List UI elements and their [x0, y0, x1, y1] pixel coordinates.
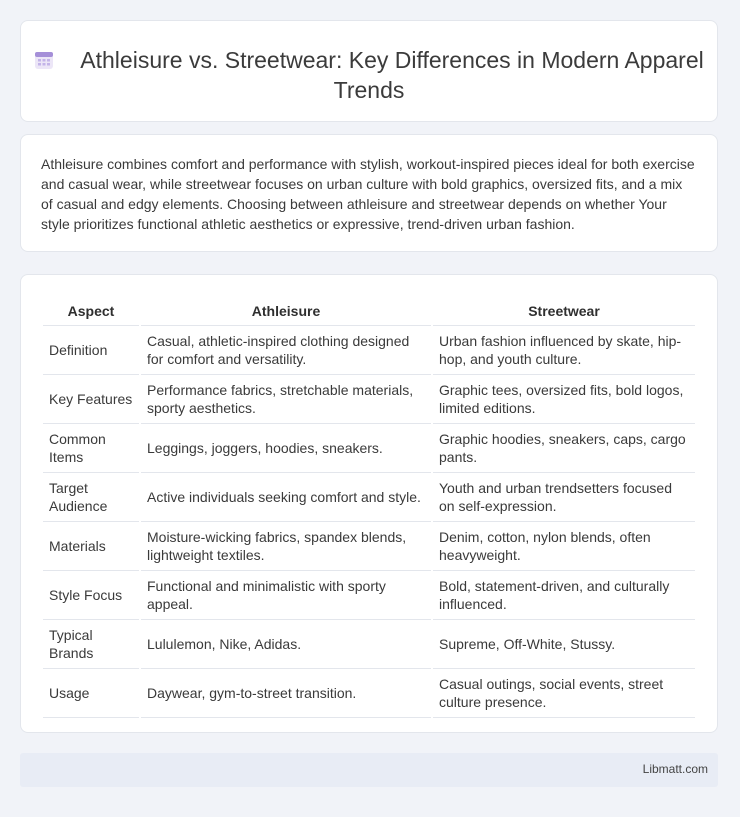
- athleisure-cell: Moisture-wicking fabrics, spandex blends, lightweight textiles.: [141, 522, 431, 571]
- intro-card: [20, 134, 718, 252]
- aspect-cell: Usage: [43, 669, 139, 718]
- header-card: [20, 20, 718, 122]
- calendar-icon: [34, 47, 54, 67]
- table-row: [43, 669, 695, 718]
- aspect-cell: Key Features: [43, 375, 139, 424]
- table-row: [43, 473, 695, 522]
- streetwear-cell: Graphic hoodies, sneakers, caps, cargo pants.: [433, 424, 695, 473]
- athleisure-cell: Functional and minimalistic with sporty appeal.: [141, 571, 431, 620]
- aspect-cell: Definition: [43, 326, 139, 375]
- footer-site-link[interactable]: Libmatt.com: [642, 762, 708, 776]
- page-title-wrap: [21, 45, 717, 105]
- table-row: [43, 620, 695, 669]
- comparison-table: [41, 295, 697, 718]
- streetwear-cell: Casual outings, social events, street culture presence.: [433, 669, 695, 718]
- table-row: [43, 522, 695, 571]
- table-row: [43, 424, 695, 473]
- athleisure-cell: Active individuals seeking comfort and style.: [141, 473, 431, 522]
- athleisure-cell: Performance fabrics, stretchable materials, sporty aesthetics.: [141, 375, 431, 424]
- streetwear-cell: Supreme, Off-White, Stussy.: [433, 620, 695, 669]
- streetwear-cell: Youth and urban trendsetters focused on self-expression.: [433, 473, 695, 522]
- page-title: Athleisure vs. Streetwear: Key Differences in Modern Apparel Trends: [80, 47, 704, 103]
- athleisure-cell: Daywear, gym-to-street transition.: [141, 669, 431, 718]
- intro-text: Athleisure combines comfort and performance with stylish, workout-inspired pieces ideal for both exercise and casual wear, while streetwear focuses on urban culture with bold graphics, oversized fits, and a mix of casual and edgy elements. Choosing between athleisure and streetwear depends on whether Your style prioritizes functional athletic aesthetics or expressive, trend-driven urban fashion.: [41, 156, 695, 232]
- athleisure-cell: Casual, athletic-inspired clothing designed for comfort and versatility.: [141, 326, 431, 375]
- footer-bar: [20, 753, 718, 787]
- athleisure-cell: Lululemon, Nike, Adidas.: [141, 620, 431, 669]
- header-streetwear: Streetwear: [433, 295, 695, 326]
- aspect-cell: Materials: [43, 522, 139, 571]
- aspect-cell: Common Items: [43, 424, 139, 473]
- table-row: [43, 326, 695, 375]
- streetwear-cell: Denim, cotton, nylon blends, often heavyweight.: [433, 522, 695, 571]
- streetwear-cell: Graphic tees, oversized fits, bold logos, limited editions.: [433, 375, 695, 424]
- aspect-cell: Style Focus: [43, 571, 139, 620]
- table-row: [43, 571, 695, 620]
- aspect-cell: Typical Brands: [43, 620, 139, 669]
- header-athleisure: Athleisure: [141, 295, 431, 326]
- streetwear-cell: Urban fashion influenced by skate, hip-hop, and youth culture.: [433, 326, 695, 375]
- athleisure-cell: Leggings, joggers, hoodies, sneakers.: [141, 424, 431, 473]
- header-aspect: Aspect: [43, 295, 139, 326]
- table-header-row: [43, 295, 695, 326]
- comparison-card: [20, 274, 718, 733]
- table-row: [43, 375, 695, 424]
- streetwear-cell: Bold, statement-driven, and culturally influenced.: [433, 571, 695, 620]
- aspect-cell: Target Audience: [43, 473, 139, 522]
